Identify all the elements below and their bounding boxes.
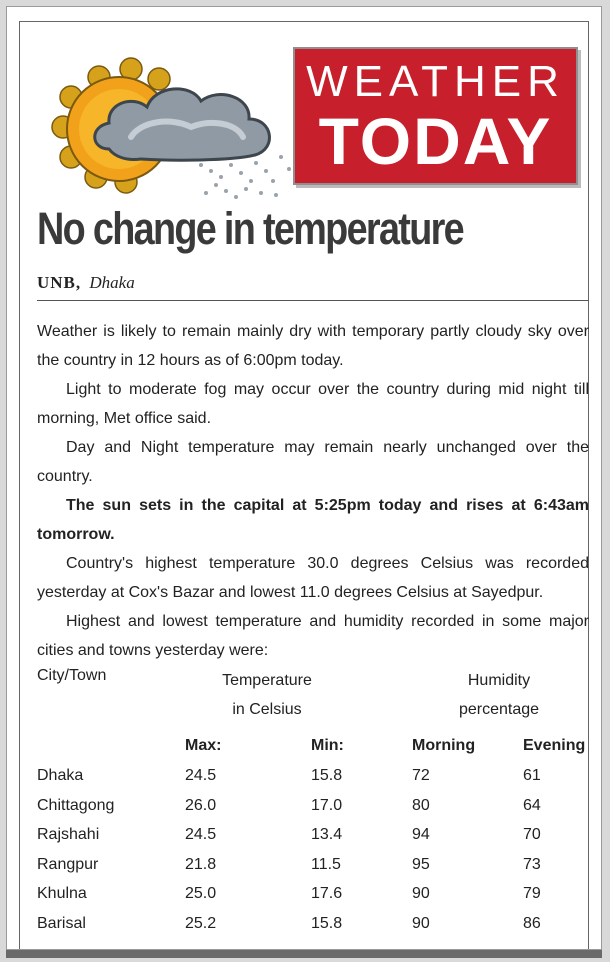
- newspaper-clipping: [6, 6, 602, 950]
- weather-art: [51, 57, 301, 207]
- weather-today-title: [293, 47, 578, 185]
- header-temperature-line2: in Celsius: [232, 701, 302, 718]
- cell-min: 15.8: [311, 915, 343, 932]
- cell-city: Khulna: [37, 885, 87, 902]
- rain-icon: [199, 155, 291, 199]
- title-weather: WEATHER: [306, 57, 565, 106]
- paragraph: Weather is likely to remain mainly dry with temporary partly cloudy sky over the country in 12 hours as of 6:00pm today.: [37, 323, 589, 369]
- cell-min: 15.8: [311, 767, 343, 784]
- subheader-min: Min:: [311, 737, 344, 754]
- title-today: TODAY: [318, 104, 553, 178]
- cell-evening: 70: [523, 826, 541, 843]
- cell-max: 25.2: [185, 915, 217, 932]
- cell-city: Chittagong: [37, 797, 115, 814]
- cell-max: 24.5: [185, 767, 217, 784]
- cell-morning: 90: [412, 915, 430, 932]
- paragraph: Light to moderate fog may occur over the country during mid night till morning, Met office said.: [37, 381, 589, 427]
- header-temperature-line1: Temperature: [222, 672, 312, 689]
- weather-table: [37, 667, 589, 947]
- header-humidity: [449, 666, 549, 724]
- cell-city: Barisal: [37, 915, 86, 932]
- header-temperature: [217, 666, 317, 724]
- cell-max: 26.0: [185, 797, 217, 814]
- cell-city: Dhaka: [37, 767, 84, 784]
- cell-morning: 94: [412, 826, 430, 843]
- paragraph-sun-times: The sun sets in the capital at 5:25pm today and rises at 6:43am tomorrow.: [37, 497, 589, 543]
- cell-evening: 73: [523, 856, 541, 873]
- header-city: City/Town: [37, 667, 107, 684]
- article-body: [37, 317, 589, 665]
- cell-morning: 95: [412, 856, 430, 873]
- subheader-evening: Evening: [523, 737, 586, 754]
- cell-min: 17.6: [311, 885, 343, 902]
- cell-city: Rangpur: [37, 856, 99, 873]
- bottom-rule: [6, 950, 602, 958]
- byline-agency: UNB,: [37, 273, 82, 292]
- cell-evening: 61: [523, 767, 541, 784]
- paragraph: Day and Night temperature may remain nearly unchanged over the country.: [37, 439, 589, 485]
- cell-morning: 80: [412, 797, 430, 814]
- header-humidity-line2: percentage: [458, 701, 540, 718]
- cell-min: 17.0: [311, 797, 343, 814]
- cell-morning: 90: [412, 885, 430, 902]
- cell-evening: 64: [523, 797, 541, 814]
- subheader-max: Max:: [185, 737, 222, 754]
- cell-morning: 72: [412, 767, 430, 784]
- byline-place: Dhaka: [89, 273, 135, 292]
- cell-evening: 86: [523, 915, 541, 932]
- paragraph: Country's highest temperature 30.0 degrees Celsius was recorded yesterday at Cox's Bazar and lowest 11.0 degrees Celsius at Sayedpur.: [37, 555, 589, 601]
- subheader-morning: Morning: [412, 737, 476, 754]
- cell-min: 11.5: [311, 856, 341, 873]
- headline: No change in temperature: [37, 203, 463, 254]
- byline: [37, 273, 589, 301]
- cell-city: Rajshahi: [37, 826, 100, 843]
- cell-max: 25.0: [185, 885, 217, 902]
- paragraph: Highest and lowest temperature and humidity recorded in some major cities and towns yesterday were:: [37, 613, 589, 659]
- weather-banner: [21, 37, 589, 187]
- cell-evening: 79: [523, 885, 541, 902]
- cell-min: 13.4: [311, 826, 343, 843]
- cell-max: 21.8: [185, 856, 217, 873]
- header-humidity-line1: Humidity: [467, 672, 531, 689]
- cell-max: 24.5: [185, 826, 217, 843]
